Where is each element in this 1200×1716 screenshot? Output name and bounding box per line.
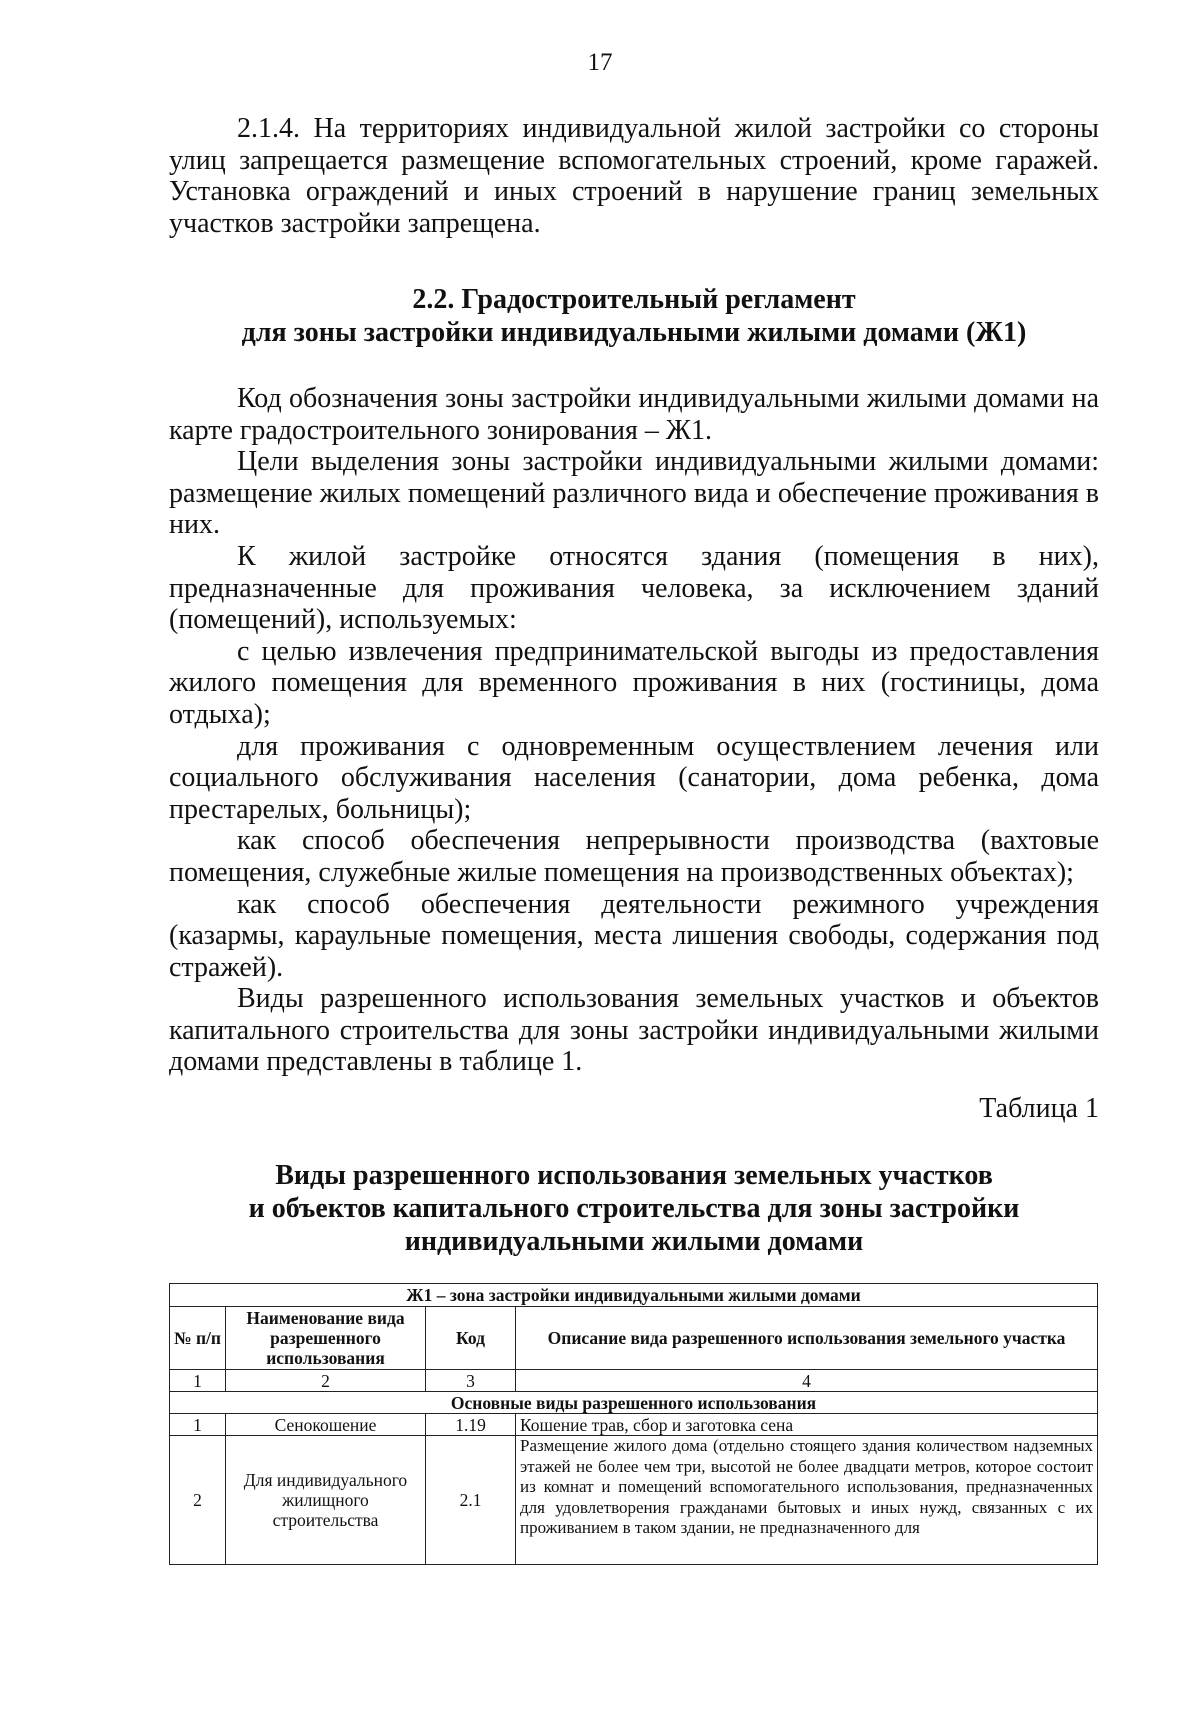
- table-row: [170, 1414, 1098, 1436]
- section-title: Основные виды разрешенного использования: [170, 1392, 1098, 1414]
- page-number: 17: [587, 49, 613, 76]
- section-row: [170, 1392, 1098, 1414]
- paragraph: Код обозначения зоны застройки индивидуальными жилыми домами на карте градостроительного зонирования – Ж1.: [169, 383, 1099, 446]
- paragraph: как способ обеспечения деятельности режимного учреждения (казармы, караульные помещения, места лишения свободы, содержания под стражей).: [169, 888, 1099, 983]
- table-header-row: [170, 1307, 1098, 1370]
- cell-desc: Кошение трав, сбор и заготовка сена: [516, 1414, 1098, 1436]
- header-code: Код: [426, 1307, 516, 1370]
- heading-line: Виды разрешенного использования земельных участков: [275, 1160, 993, 1191]
- heading-line: индивидуальными жилыми домами: [404, 1226, 864, 1257]
- heading-line: 2.2. Градостроительный регламент: [412, 284, 856, 315]
- section-2-2-body: [169, 383, 1099, 1078]
- cell-num: 1: [170, 1414, 226, 1436]
- heading-line: для зоны застройки индивидуальными жилыми домами (Ж1): [241, 317, 1027, 348]
- table-label: Таблица 1: [979, 1093, 1099, 1124]
- paragraph: К жилой застройке относятся здания (помещения в них), предназначенные для проживания человека, за исключением зданий (помещений), используемых:: [169, 540, 1099, 636]
- cell-code: 1.19: [426, 1414, 516, 1436]
- header-num: № п/п: [170, 1307, 226, 1370]
- header-name: Наименование вида разрешенного использования: [226, 1307, 426, 1370]
- header-desc: Описание вида разрешенного использования земельного участка: [516, 1307, 1098, 1370]
- section-2-1-4: [169, 113, 1099, 239]
- zone-title: Ж1 – зона застройки индивидуальными жилыми домами: [170, 1284, 1098, 1307]
- cell-name: Сенокошение: [226, 1414, 426, 1436]
- cell-name: Для индивидуального жилищного строительства: [226, 1436, 426, 1565]
- paragraph: Виды разрешенного использования земельных участков и объектов капитального строительства для зоны застройки индивидуальными жилыми домами представлены в таблице 1.: [169, 983, 1099, 1078]
- heading-line: и объектов капитального строительства для зоны застройки: [248, 1193, 1020, 1224]
- column-number: 1: [170, 1370, 226, 1392]
- column-number: 2: [226, 1370, 426, 1392]
- table-heading: [169, 1159, 1099, 1258]
- cell-desc: Размещение жилого дома (отдельно стоящего здания количеством надземных этажей не более чем три, высотой не более двадцати метров, которое состоит из комнат и помещений вспомогательного использования, предназначенных для удовлетворения гражданами бытовых и иных нужд, связанных с их проживанием в таком здании, не предназначенного для: [516, 1436, 1098, 1565]
- column-number: 4: [516, 1370, 1098, 1392]
- paragraph: Цели выделения зоны застройки индивидуальными жилыми домами: размещение жилых помещений различного вида и обеспечение проживания в них.: [169, 446, 1099, 541]
- paragraph: 2.1.4. На территориях индивидуальной жилой застройки со стороны улиц запрещается размещение вспомогательных строений, кроме гаражей. Установка ограждений и иных строений в нарушение границ земельных участков застройки запрещена.: [169, 113, 1099, 239]
- paragraph: как способ обеспечения непрерывности производства (вахтовые помещения, служебные жилые помещения на производственных объектах);: [169, 825, 1099, 888]
- table-row: [170, 1436, 1098, 1565]
- column-number: 3: [426, 1370, 516, 1392]
- cell-code: 2.1: [426, 1436, 516, 1565]
- column-numbers-row: [170, 1370, 1098, 1392]
- paragraph: для проживания с одновременным осуществлением лечения или социального обслуживания населения (санатории, дома ребенка, дома престарелых, больницы);: [169, 730, 1099, 825]
- section-heading-2-2: [169, 283, 1099, 349]
- land-use-table: [169, 1283, 1098, 1565]
- paragraph: с целью извлечения предпринимательской выгоды из предоставления жилого помещения для временного проживания в них (гостиницы, дома отдыха);: [169, 635, 1099, 730]
- cell-num: 2: [170, 1436, 226, 1565]
- table-zone-row: [170, 1284, 1098, 1307]
